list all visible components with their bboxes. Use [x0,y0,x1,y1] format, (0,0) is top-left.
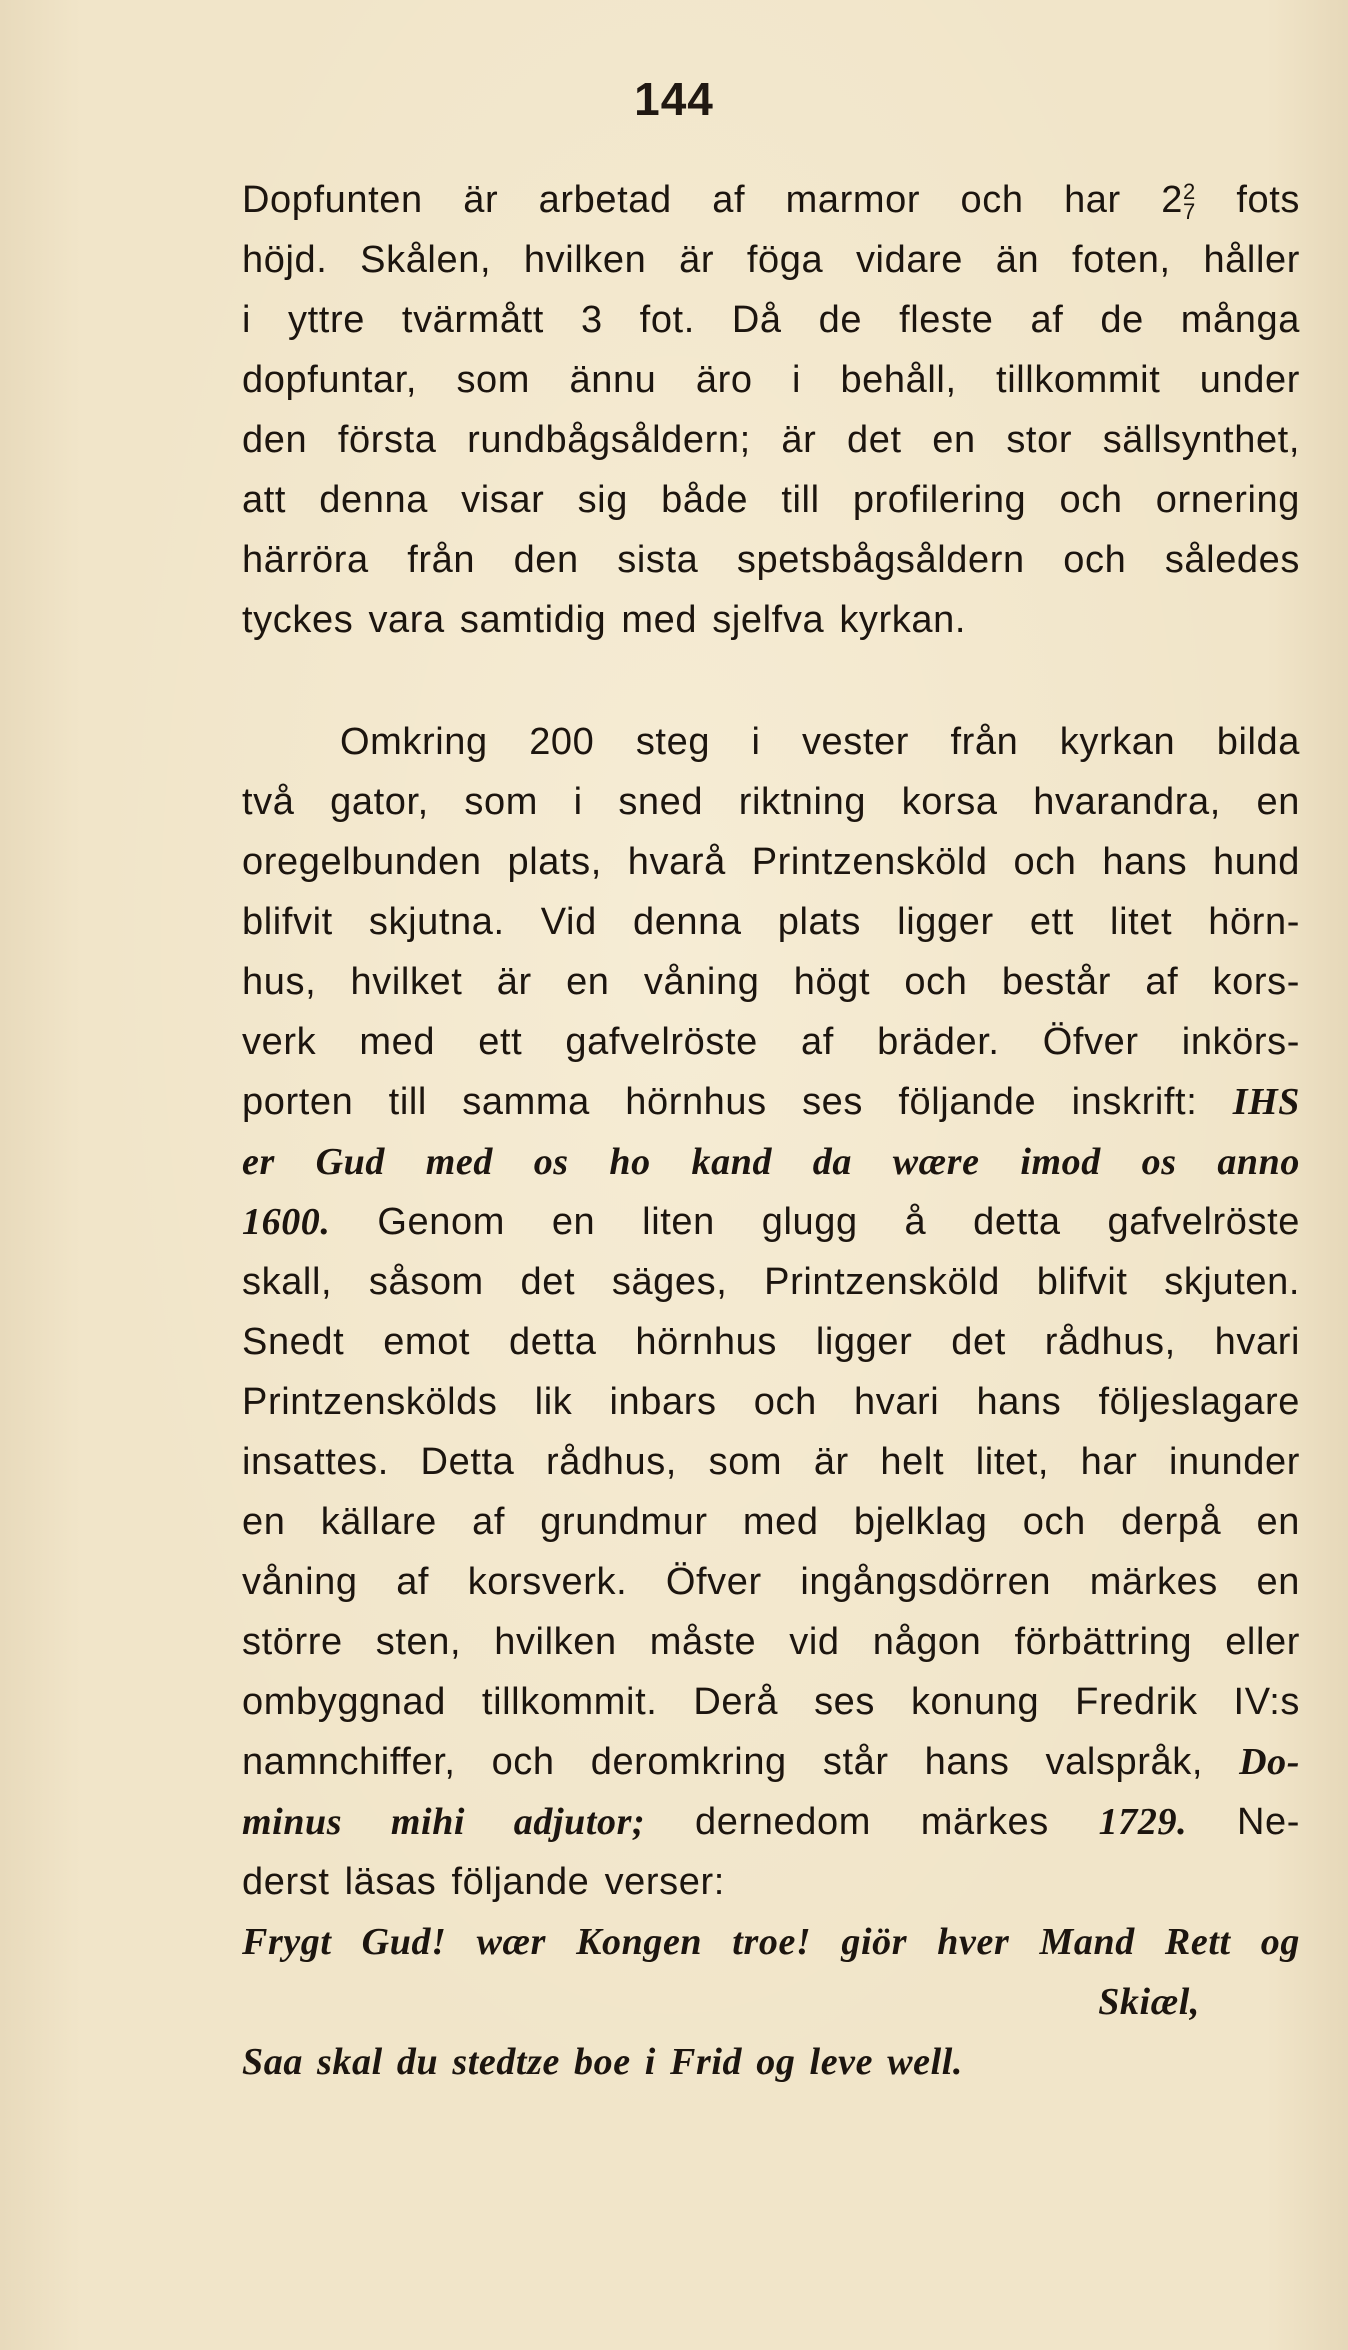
paragraph-printzenskold [242,712,1300,2092]
text-line: större sten, hvilken måste vid någon förbättring eller [242,1621,1300,1663]
text-line: den första rundbågsåldern; är det en stor sällsynthet, [242,419,1300,461]
text-line: insattes. Detta rådhus, som är helt litet, har inunder [242,1441,1300,1483]
verse-text: Frygt Gud! wær Kongen troe! giör hver Mand Rett og [242,1921,1300,1963]
text-line: höjd. Skålen, hvilken är föga vidare än foten, håller [242,239,1300,281]
inscription-year: 1600. [242,1201,331,1243]
verse-line [242,1912,1300,1972]
verse-line [242,1972,1300,2032]
line-text: porten till samma hörnhus ses följande inskrift: [242,1081,1198,1123]
text-line [242,1792,1300,1852]
text-line [242,1192,1300,1252]
text-line: oregelbunden plats, hvarå Printzensköld och hans hund [242,841,1300,883]
text-line: två gator, som i sned riktning korsa hvarandra, en [242,781,1300,823]
fraction-numerator: 2 [1183,178,1196,204]
text-line: hus, hvilket är en våning högt och består af kors- [242,961,1300,1003]
text-line: en källare af grundmur med bjelklag och derpå en [242,1501,1300,1543]
fraction-whole: 2 [1161,179,1183,221]
text-line: Printzenskölds lik inbars och hvari hans följeslagare [242,1381,1300,1423]
text-line: ombyggnad tillkommit. Derå ses konung Fredrik IV:s [242,1681,1300,1723]
text-line: Snedt emot detta hörnhus ligger det rådhus, hvari [242,1321,1300,1363]
text-line: härröra från den sista spetsbågsåldern och således [242,539,1300,581]
text-line: att denna visar sig både till profilering och ornering [242,479,1300,521]
text-line: derst läsas följande verser: [242,1861,725,1903]
year-text: 1729. [1098,1801,1188,1843]
text-line: i yttre tvärmått 3 fot. Då de fleste af de många [242,299,1300,341]
text-line: verk med ett gafvelröste af bräder. Öfver inkörs- [242,1021,1300,1063]
motto-text: minus mihi adjutor; [242,1801,646,1843]
fraction [1161,178,1196,224]
text-line: Omkring 200 steg i vester från kyrkan bilda [340,721,1300,763]
fraction-unit: fots [1236,179,1300,221]
inscription-text: er Gud med os ho kand da wære imod os anno [242,1141,1300,1183]
line-text: Genom en liten glugg å detta gafvelröste [377,1201,1300,1243]
verse-line [242,2032,1300,2092]
text-line: våning af korsverk. Öfver ingångsdörren märkes en [242,1561,1300,1603]
text-line [242,1072,1300,1132]
text-line: dopfuntar, som ännu äro i behåll, tillkommit under [242,359,1300,401]
verse-text: Skiæl, [1098,1981,1200,2023]
fraction-part [1183,178,1196,224]
page-number: 144 [634,73,714,125]
text-line [242,170,1300,230]
line-text: namnchiffer, och deromkring står hans valspråk, [242,1741,1203,1783]
paragraph-baptismal-font [242,170,1300,650]
motto-text: Do- [1239,1741,1300,1783]
fraction-denominator: 7 [1183,198,1196,224]
line-text: Ne- [1236,1801,1300,1843]
text-line: tyckes vara samtidig med sjelfva kyrkan. [242,599,967,641]
text-line: blifvit skjutna. Vid denna plats ligger ett litet hörn- [242,901,1300,943]
line-text: dernedom märkes [695,1801,1049,1843]
inscription-text: IHS [1232,1081,1300,1123]
text-line [242,1732,1300,1792]
text-line: skall, såsom det säges, Printzensköld blifvit skjuten. [242,1261,1300,1303]
verse-text: Saa skal du stedtze boe i Frid og leve well. [242,2041,964,2083]
text-line [242,1132,1300,1192]
line-text: Dopfunten är arbetad af marmor och har [242,179,1121,221]
